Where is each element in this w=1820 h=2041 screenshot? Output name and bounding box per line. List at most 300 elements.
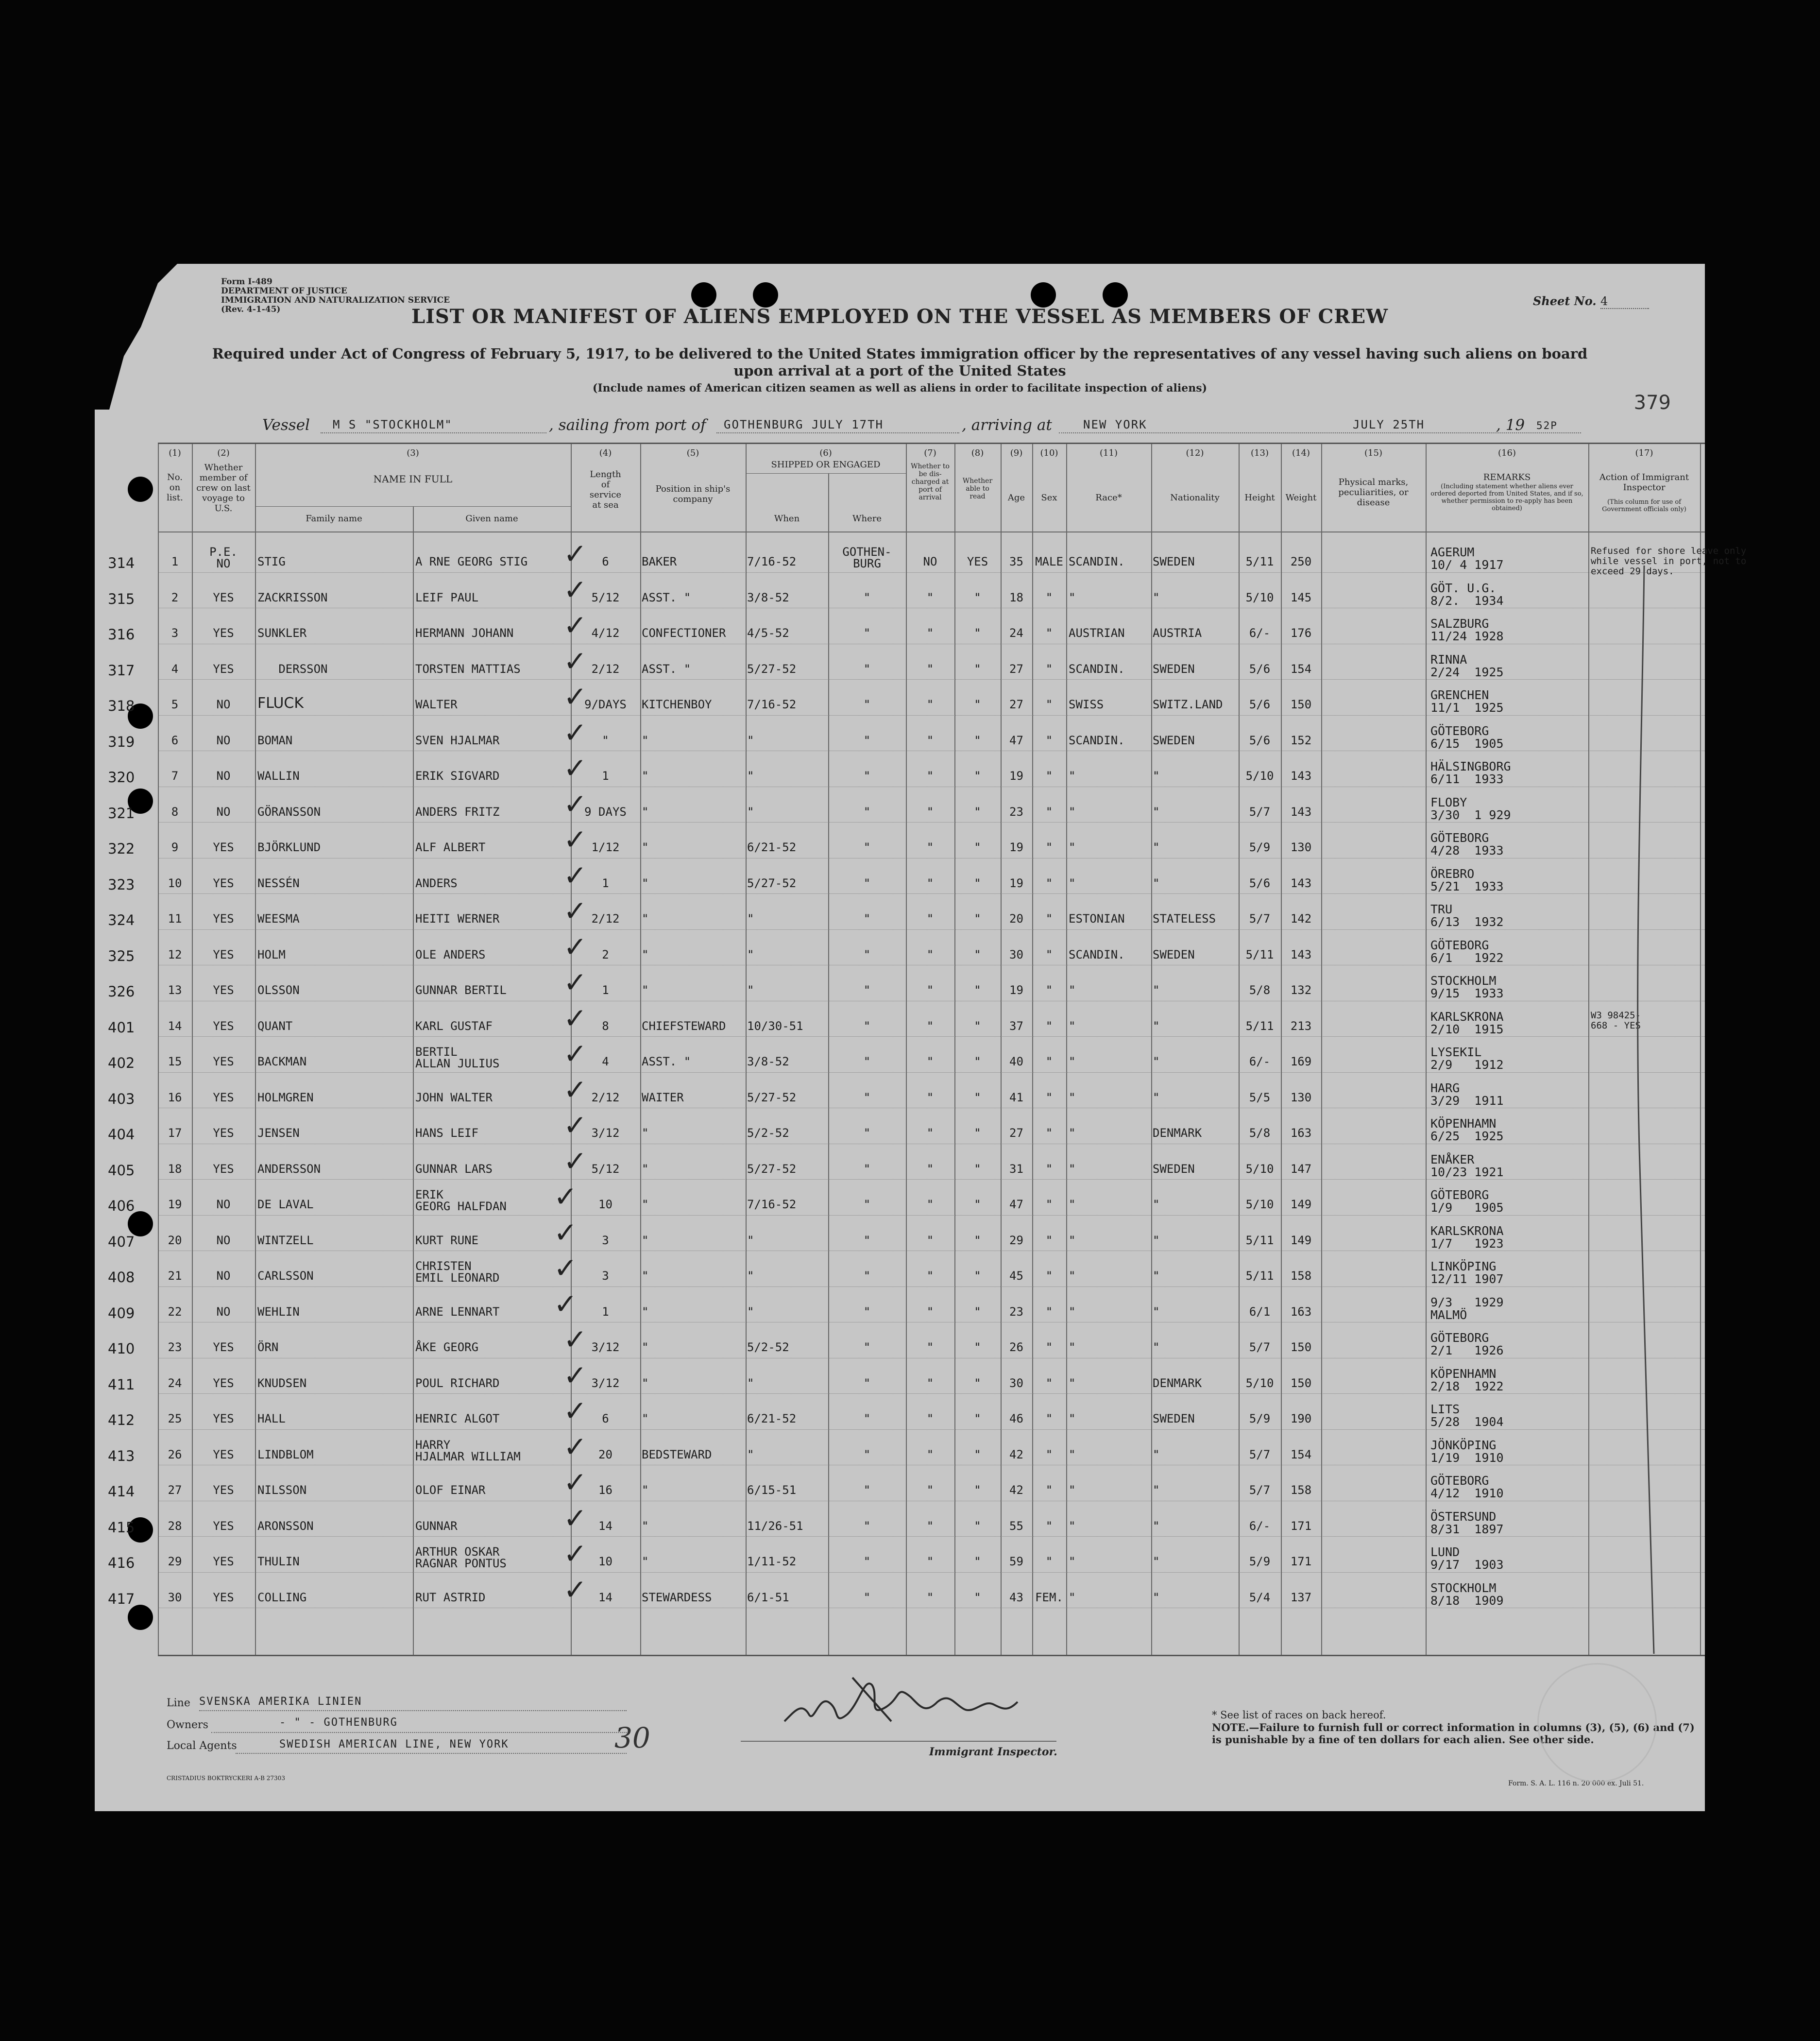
weight: 130	[1290, 1090, 1312, 1104]
sheet-line-number: 404	[108, 1126, 135, 1143]
weight: 149	[1290, 1198, 1312, 1211]
last-voyage-member: YES	[213, 626, 234, 640]
sheet-line-number: 319	[108, 733, 135, 750]
row-divider	[158, 1036, 1705, 1037]
check-mark-icon: ✓	[563, 716, 587, 749]
sheet-line-number: 416	[108, 1555, 135, 1571]
age: 42	[1009, 1483, 1023, 1497]
row-divider	[158, 1215, 1705, 1216]
col-num: (11)	[1100, 448, 1118, 458]
sex: "	[1045, 1090, 1053, 1104]
table-row	[108, 1109, 1705, 1144]
table-row	[108, 858, 1705, 894]
shipped-when: 1/11-52	[747, 1555, 797, 1568]
age: 47	[1009, 733, 1023, 747]
table-row	[108, 1537, 1705, 1573]
family-name: SUNKLER	[257, 626, 307, 640]
shipped-when: 4/5-52	[747, 626, 789, 640]
race: "	[1069, 1126, 1076, 1140]
sex: "	[1045, 947, 1053, 961]
able-to-read: "	[974, 1412, 981, 1425]
age: 59	[1009, 1555, 1023, 1568]
check-mark-icon: ✓	[554, 1216, 578, 1249]
last-voyage-member: YES	[213, 1376, 234, 1390]
given-name: GUNNAR	[415, 1519, 458, 1533]
given-name: OLOF EINAR	[415, 1483, 486, 1497]
service-length: 3/12	[591, 1376, 620, 1390]
header-able-to-read: Whether able to read	[962, 477, 993, 500]
race: "	[1069, 769, 1076, 783]
row-number: 28	[168, 1519, 182, 1533]
discharge-flag: "	[926, 698, 934, 711]
sex: "	[1045, 1412, 1053, 1425]
family-name: STIG	[257, 555, 286, 568]
family-name: WEHLIN	[257, 1304, 300, 1319]
sheet-line-number: 323	[108, 876, 135, 893]
last-voyage-member: YES	[213, 1519, 234, 1533]
discharge-flag: "	[926, 590, 934, 604]
given-name: HENRIC ALGOT	[415, 1412, 500, 1425]
weight: 163	[1290, 1304, 1312, 1319]
row-divider	[158, 893, 1705, 894]
race: "	[1069, 1555, 1076, 1568]
shipped-when: "	[747, 1447, 754, 1461]
last-voyage-member: NO	[216, 1269, 231, 1283]
shipped-when: "	[747, 1269, 754, 1283]
discharge-flag: "	[926, 912, 934, 926]
remarks: GRENCHEN 11/1 1925	[1430, 688, 1504, 715]
discharge-flag: "	[926, 1412, 934, 1425]
given-name: BERTIL ALLAN JULIUS	[415, 1045, 500, 1070]
sex: "	[1045, 1055, 1053, 1068]
service-length: 5/12	[591, 590, 620, 604]
crew-count: 30	[614, 1721, 650, 1754]
col-num: (14)	[1292, 448, 1310, 458]
able-to-read: "	[974, 1269, 981, 1283]
remarks: GÖTEBORG 1/9 1905	[1430, 1188, 1504, 1215]
position: "	[642, 733, 649, 747]
header-weight: Weight	[1285, 493, 1317, 503]
given-name: ARNE LENNART	[415, 1304, 500, 1319]
discharge-flag: "	[926, 769, 934, 783]
row-number: 7	[171, 769, 179, 783]
last-voyage-member: YES	[213, 947, 234, 961]
nationality: "	[1153, 1198, 1160, 1211]
row-divider	[158, 1393, 1705, 1394]
shipped-when: "	[747, 769, 754, 783]
sex: "	[1045, 876, 1053, 890]
able-to-read: "	[974, 626, 981, 640]
weight: 158	[1290, 1483, 1312, 1497]
remarks: ENÅKER 10/23 1921	[1430, 1152, 1504, 1179]
shipped-where: "	[863, 1519, 871, 1533]
remarks: RINNA 2/24 1925	[1430, 652, 1504, 679]
sex: "	[1045, 912, 1053, 926]
row-number: 4	[171, 662, 179, 676]
row-number: 29	[168, 1555, 182, 1568]
table-row	[108, 787, 1705, 823]
remarks: GÖTEBORG 6/15 1905	[1430, 723, 1504, 751]
nationality: SWEDEN	[1153, 1412, 1195, 1425]
discharge-flag: "	[926, 662, 934, 676]
race: "	[1069, 1090, 1076, 1104]
position: WAITER	[642, 1090, 684, 1104]
remarks: GÖTEBORG 2/1 1926	[1430, 1331, 1504, 1357]
sex: "	[1045, 805, 1053, 819]
arriving-label: , arriving at	[962, 416, 1052, 434]
row-number: 11	[168, 912, 182, 926]
age: 35	[1009, 555, 1023, 568]
service-length: 16	[598, 1483, 612, 1497]
family-name: HALL	[257, 1412, 286, 1425]
nationality: "	[1153, 1447, 1160, 1461]
last-voyage-member: YES	[213, 1090, 234, 1104]
position: "	[642, 769, 649, 783]
position: CONFECTIONER	[642, 626, 726, 640]
nationality: SWEDEN	[1153, 1162, 1195, 1176]
shipped-when: "	[747, 805, 754, 819]
race: "	[1069, 1269, 1076, 1283]
family-name: COLLING	[257, 1590, 307, 1604]
able-to-read: "	[974, 1447, 981, 1461]
remarks: LYSEKIL 2/9 1912	[1430, 1045, 1504, 1072]
age: 55	[1009, 1519, 1023, 1533]
position: CHIEFSTEWARD	[642, 1019, 726, 1033]
shipped-when: 7/16-52	[747, 698, 797, 711]
table-row	[108, 1323, 1705, 1358]
sex: "	[1045, 590, 1053, 604]
able-to-read: "	[974, 840, 981, 854]
age: 27	[1009, 1126, 1023, 1140]
header-family-name: Family name	[306, 514, 362, 524]
height: 5/8	[1249, 983, 1271, 997]
race: "	[1069, 1340, 1076, 1354]
position: "	[642, 1483, 649, 1497]
remarks: GÖTEBORG 4/12 1910	[1430, 1474, 1504, 1500]
given-name: JOHN WALTER	[415, 1090, 493, 1104]
remarks: GÖTEBORG 4/28 1933	[1430, 831, 1504, 858]
service-length: 1	[602, 876, 609, 890]
sheet-number	[1533, 294, 1649, 309]
height: 6/1	[1249, 1304, 1271, 1319]
service-length: 1	[602, 769, 609, 783]
shipped-where: "	[863, 1269, 871, 1283]
col-num: (4)	[599, 448, 612, 458]
check-mark-icon: ✓	[563, 609, 587, 642]
family-name: QUANT	[257, 1019, 293, 1033]
able-to-read: "	[974, 1162, 981, 1176]
check-mark-icon: ✓	[563, 1109, 587, 1142]
age: 26	[1009, 1340, 1023, 1354]
row-divider	[158, 822, 1705, 823]
remarks: HÄLSINGBORG 6/11 1933	[1430, 759, 1511, 786]
height: 5/6	[1249, 733, 1271, 747]
family-name: JENSEN	[257, 1126, 300, 1140]
row-divider	[158, 1536, 1705, 1537]
shipped-where: "	[863, 590, 871, 604]
race: "	[1069, 983, 1076, 997]
check-mark-icon: ✓	[563, 644, 587, 678]
race: "	[1069, 1304, 1076, 1319]
able-to-read: "	[974, 1555, 981, 1568]
table-row	[108, 1037, 1705, 1073]
line-underline	[199, 1709, 627, 1711]
given-name: HERMANN JOHANN	[415, 626, 514, 640]
age: 40	[1009, 1055, 1023, 1068]
age: 18	[1009, 590, 1023, 604]
given-name: GUNNAR BERTIL	[415, 983, 507, 997]
sheet-line-number: 415	[108, 1519, 135, 1536]
weight: 250	[1290, 555, 1312, 568]
last-voyage-member: YES	[213, 912, 234, 926]
shipped-when: 6/1-51	[747, 1590, 789, 1604]
col-num: (2)	[217, 448, 230, 458]
table-row	[108, 1501, 1705, 1537]
check-mark-icon: ✓	[563, 858, 587, 892]
weight: 143	[1290, 769, 1312, 783]
age: 20	[1009, 912, 1023, 926]
service-length: 20	[598, 1447, 612, 1461]
able-to-read: "	[974, 1304, 981, 1319]
race: "	[1069, 1519, 1076, 1533]
weight: 154	[1290, 662, 1312, 676]
position: "	[642, 912, 649, 926]
row-number: 14	[168, 1019, 182, 1033]
form-id-line: (Rev. 4-1-45)	[221, 305, 281, 314]
table-row	[108, 1252, 1705, 1287]
sheet-line-number: 417	[108, 1590, 135, 1607]
weight: 152	[1290, 733, 1312, 747]
check-mark-icon: ✓	[563, 1573, 587, 1606]
last-voyage-member: YES	[213, 1483, 234, 1497]
position: "	[642, 805, 649, 819]
header-no-on-list: No. on list.	[167, 472, 183, 503]
age: 19	[1009, 983, 1023, 997]
sex: "	[1045, 1447, 1053, 1461]
height: 6/-	[1249, 1519, 1271, 1533]
last-voyage-member: YES	[213, 1126, 234, 1140]
shipped-when: "	[747, 947, 754, 961]
nationality: "	[1153, 1340, 1160, 1354]
sheet-line-number: 320	[108, 769, 135, 786]
remarks: TRU 6/13 1932	[1430, 902, 1504, 929]
service-length: 1/12	[591, 840, 620, 854]
remarks: KARLSKRONA 2/10 1915	[1430, 1009, 1504, 1036]
shipped-when: "	[747, 912, 754, 926]
form-title: LIST OR MANIFEST OF ALIENS EMPLOYED ON THE VESSEL AS MEMBERS OF CREW	[411, 305, 1388, 328]
position: BAKER	[642, 555, 677, 568]
weight: 145	[1290, 590, 1312, 604]
discharge-flag: "	[926, 805, 934, 819]
age: 19	[1009, 840, 1023, 854]
shipped-where: "	[863, 983, 871, 997]
sheet-line-number: 318	[108, 698, 135, 714]
service-length: 3	[602, 1269, 609, 1283]
row-number: 3	[171, 626, 179, 640]
height: 5/7	[1249, 1483, 1271, 1497]
shipped-where: "	[863, 733, 871, 747]
table-row	[108, 573, 1705, 609]
age: 37	[1009, 1019, 1023, 1033]
sex: "	[1045, 662, 1053, 676]
sex: "	[1045, 1019, 1053, 1033]
row-divider	[158, 1286, 1705, 1287]
service-length: 1	[602, 983, 609, 997]
row-divider	[158, 715, 1705, 716]
family-name: OLSSON	[257, 983, 300, 997]
shipped-when: 7/16-52	[747, 555, 797, 568]
shipped-where: "	[863, 769, 871, 783]
height: 5/5	[1249, 1090, 1271, 1104]
table-row	[108, 930, 1705, 966]
table-row	[108, 644, 1705, 680]
last-voyage-member: YES	[213, 1162, 234, 1176]
family-name: LINDBLOM	[257, 1447, 314, 1461]
check-mark-icon: ✓	[554, 1287, 578, 1321]
shipped-where: "	[863, 1198, 871, 1211]
header-when: When	[774, 514, 800, 524]
family-name: WALLIN	[257, 769, 300, 783]
sex: "	[1045, 1376, 1053, 1390]
service-length: 4/12	[591, 626, 620, 640]
given-name: KARL GUSTAF	[415, 1019, 493, 1033]
discharge-flag: "	[926, 1162, 934, 1176]
sex: "	[1045, 1340, 1053, 1354]
row-number: 26	[168, 1447, 182, 1461]
check-mark-icon: ✓	[563, 1537, 587, 1570]
service-length: 8	[602, 1019, 609, 1033]
discharge-flag: "	[926, 733, 934, 747]
header-height: Height	[1244, 493, 1275, 503]
table-row	[108, 966, 1705, 1001]
given-name: A RNE GEORG STIG	[415, 555, 528, 568]
remarks: LITS 5/28 1904	[1430, 1402, 1504, 1429]
col-num: (17)	[1635, 448, 1653, 458]
family-name: CARLSSON	[257, 1269, 314, 1283]
shipped-where: "	[863, 1412, 871, 1425]
shipped-when: 6/15-51	[747, 1483, 797, 1497]
given-name: CHRISTEN EMIL LEONARD	[415, 1259, 500, 1285]
height: 5/4	[1249, 1590, 1271, 1604]
weight: 163	[1290, 1126, 1312, 1140]
remarks: LINKÖPING 12/11 1907	[1430, 1259, 1504, 1286]
able-to-read: "	[974, 1340, 981, 1354]
row-number: 21	[168, 1269, 182, 1283]
check-mark-icon: ✓	[563, 1394, 587, 1427]
nationality: "	[1153, 805, 1160, 819]
weight: 142	[1290, 912, 1312, 926]
row-divider	[158, 1429, 1705, 1430]
shipped-when: 3/8-52	[747, 590, 789, 604]
row-divider	[158, 1072, 1705, 1073]
able-to-read: "	[974, 1519, 981, 1533]
punch-hole	[1031, 282, 1056, 308]
position: "	[642, 1233, 649, 1247]
family-name: ANDERSSON	[257, 1162, 321, 1176]
sex: "	[1045, 983, 1053, 997]
family-name: DERSSON	[257, 662, 328, 676]
service-length: 5/12	[591, 1162, 620, 1176]
header-nationality: Nationality	[1170, 493, 1220, 503]
punch-hole	[753, 282, 778, 308]
row-number: 13	[168, 983, 182, 997]
sex: "	[1045, 1269, 1053, 1283]
race: "	[1069, 1412, 1076, 1425]
row-divider	[158, 929, 1705, 930]
family-name: BOMAN	[257, 733, 293, 747]
row-number: 24	[168, 1376, 182, 1390]
table-row	[108, 1073, 1705, 1109]
year-label: , 19	[1496, 416, 1525, 434]
row-divider	[158, 1179, 1705, 1180]
height: 5/7	[1249, 912, 1271, 926]
arrival-date: JULY 25TH	[1353, 418, 1425, 431]
height: 5/9	[1249, 1555, 1271, 1568]
age: 31	[1009, 1162, 1023, 1176]
sheet-line-number: 407	[108, 1233, 135, 1250]
age: 30	[1009, 947, 1023, 961]
col-num: (9)	[1010, 448, 1023, 458]
check-mark-icon: ✓	[563, 1001, 587, 1035]
remarks: AGERUM 10/ 4 1917	[1430, 545, 1504, 572]
sheet-line-number: 322	[108, 840, 135, 857]
weight: 143	[1290, 876, 1312, 890]
shipped-when: 10/30-51	[747, 1019, 803, 1033]
sex: MALE	[1035, 555, 1063, 568]
remarks: KÖPENHAMN 2/18 1922	[1430, 1366, 1504, 1393]
discharge-flag: "	[926, 1340, 934, 1354]
shipped-where: "	[863, 1233, 871, 1247]
vessel-name: M S "STOCKHOLM"	[333, 418, 453, 431]
shipped-where: "	[863, 1304, 871, 1319]
able-to-read: "	[974, 1090, 981, 1104]
race: "	[1069, 1162, 1076, 1176]
family-name: GÖRANSSON	[257, 805, 321, 819]
sex: "	[1045, 1483, 1053, 1497]
last-voyage-member: NO	[216, 1198, 231, 1211]
nationality: "	[1153, 769, 1160, 783]
penalty-note: NOTE.—Failure to furnish full or correct information in columns (3), (5), (6) and (7) is punishable by a fine of ten dollars for each alien. See other side.	[1212, 1721, 1695, 1746]
family-name: ARONSSON	[257, 1519, 314, 1533]
sheet-line-number: 408	[108, 1269, 135, 1286]
table-row	[108, 716, 1705, 752]
discharge-flag: "	[926, 1555, 934, 1568]
family-name: ZACKRISSON	[257, 590, 328, 604]
shipped-where: "	[863, 1447, 871, 1461]
nationality: "	[1153, 1590, 1160, 1604]
arrival-port: NEW YORK	[1083, 418, 1147, 431]
header-race: Race*	[1095, 493, 1122, 503]
weight: 171	[1290, 1555, 1312, 1568]
position: KITCHENBOY	[642, 698, 712, 711]
col-num: (8)	[971, 448, 984, 458]
shipped-where: "	[863, 1483, 871, 1497]
shipped-where: "	[863, 626, 871, 640]
form-subtitle: Required under Act of Congress of February 5, 1917, to be delivered to the United States immigration officer by the representatives of any vessel having such aliens on board	[212, 345, 1588, 362]
age: 23	[1009, 805, 1023, 819]
race: "	[1069, 1233, 1076, 1247]
sheet-line-number: 413	[108, 1447, 135, 1464]
position: "	[642, 1376, 649, 1390]
header-length-of-service: Length of service at sea	[589, 469, 622, 510]
position: "	[642, 1269, 649, 1283]
given-name: HEITI WERNER	[415, 912, 500, 926]
shipped-where: "	[863, 840, 871, 854]
able-to-read: "	[974, 590, 981, 604]
discharge-flag: "	[926, 1090, 934, 1104]
race: AUSTRIAN	[1069, 626, 1125, 640]
sex: "	[1045, 698, 1053, 711]
